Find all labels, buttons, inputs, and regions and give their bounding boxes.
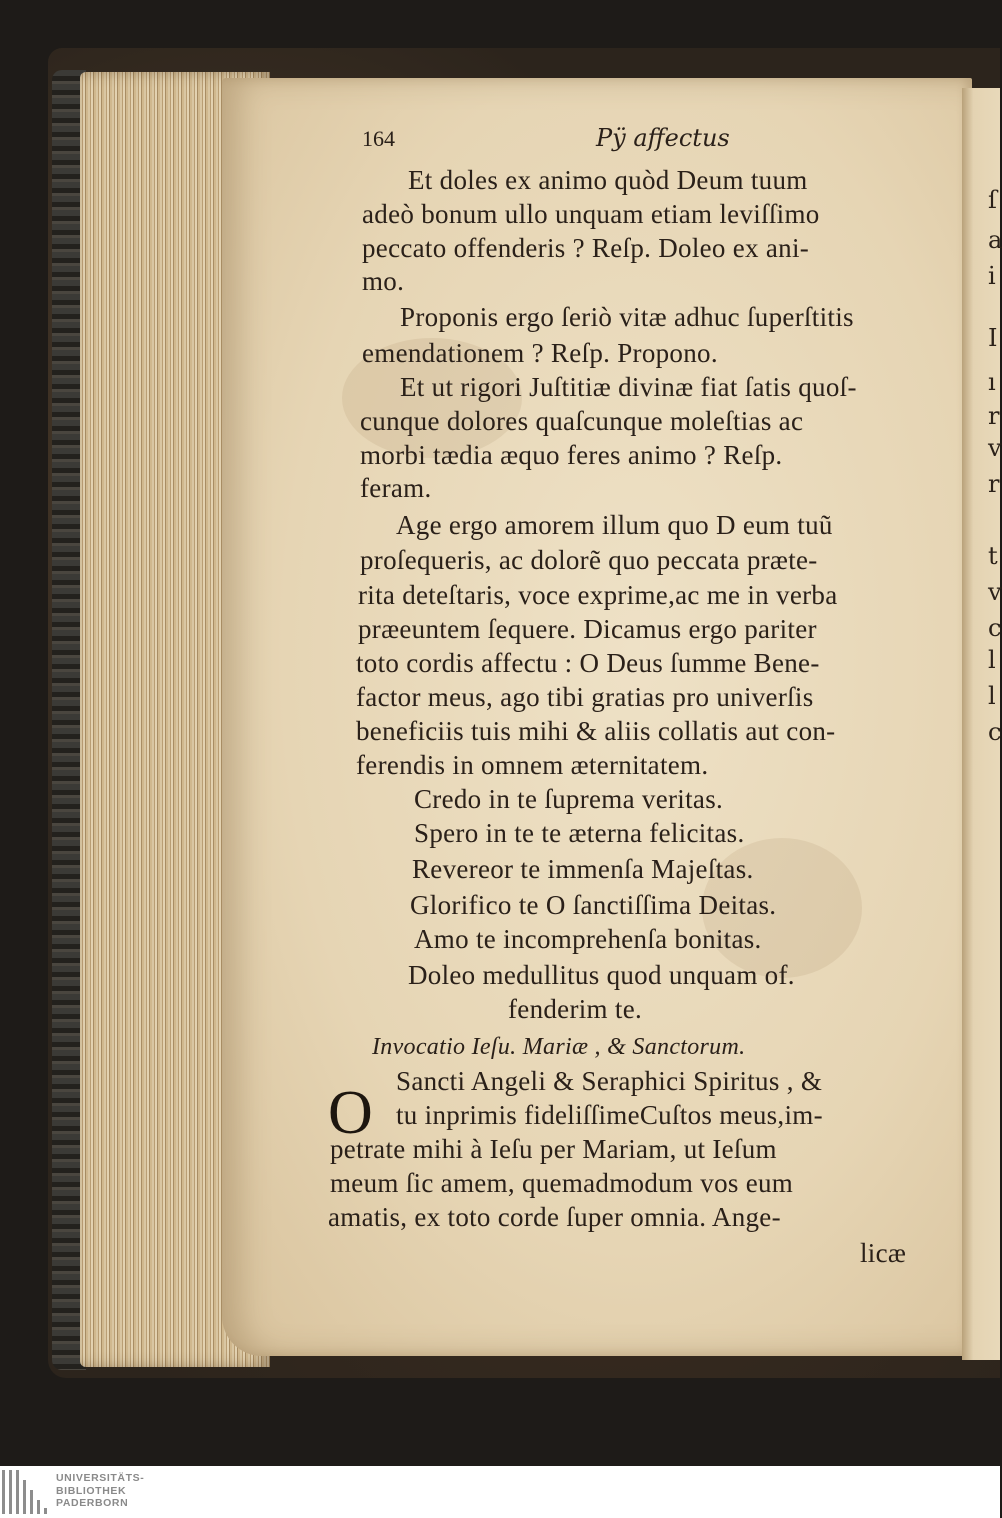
- verse-line: Spero in te te æterna felicitas.: [414, 818, 745, 848]
- library-logo-text: [56, 1472, 144, 1510]
- verse-line: fenderim te.: [508, 994, 643, 1024]
- text-line: Sancti Angeli & Seraphici Spiritus , &: [396, 1066, 823, 1096]
- page-number: 164: [362, 126, 395, 151]
- text-line: cunque dolores quaſcunque moleſtias ac: [360, 406, 804, 436]
- facing-page-letter: t: [988, 542, 998, 570]
- facing-page-letter: c: [988, 718, 1002, 746]
- text-line: ferendis in omnem æternitatem.: [356, 750, 709, 780]
- text-line: peccato offenderis ? Reſp. Doleo ex ani-: [362, 233, 810, 263]
- logo-line: BIBLIOTHEK: [56, 1484, 127, 1497]
- facing-page-letter: ſ: [988, 186, 997, 214]
- text-line: mo.: [362, 266, 405, 296]
- text-line: Proponis ergo ſeriò vitæ adhuc ſuperſtitis: [400, 302, 854, 332]
- facing-page-letter: l: [988, 682, 996, 710]
- facing-page-letter: ı: [988, 368, 996, 396]
- verse-line: Credo in te ſuprema veritas.: [414, 784, 724, 814]
- facing-page-letter: I: [988, 324, 998, 352]
- text-line: morbi tædia æquo feres animo ? Reſp.: [360, 440, 783, 470]
- facing-page-letter: c: [988, 614, 1002, 642]
- library-logo-icon: [2, 1470, 50, 1514]
- facing-page-letter: v: [988, 434, 1002, 462]
- text-line: beneficiis tuis mihi & aliis collatis aut con-: [356, 716, 836, 746]
- drop-cap: O: [328, 1079, 373, 1147]
- facing-page-letter: r: [988, 402, 1000, 430]
- verse-line: Doleo medullitus quod unquam of.: [408, 960, 795, 990]
- text-line: Et ut rigori Juſtitiæ divinæ fiat ſatis quoſ-: [400, 372, 857, 402]
- running-head: Pÿ affectus: [596, 124, 730, 152]
- text-line: adeò bonum ullo unquam etiam leviſſimo: [362, 199, 820, 229]
- text-line: proſequeris, ac dolorẽ quo peccata præte-: [360, 545, 818, 575]
- facing-page-letter: i: [988, 262, 996, 290]
- text-line: petrate mihi à Ieſu per Mariam, ut Ieſum: [330, 1134, 777, 1164]
- text-line: præeuntem ſequere. Dicamus ergo pariter: [358, 614, 817, 644]
- section-heading: Invocatio Ieſu. Mariæ , & Sanctorum.: [372, 1034, 746, 1060]
- facing-page-letter: r: [988, 470, 1000, 498]
- text-line: toto cordis affectu : O Deus ſumme Bene-: [356, 648, 820, 678]
- text-line: rita deteſtaris, voce exprime,ac me in verba: [358, 580, 838, 610]
- text-line: factor meus, ago tibi gratias pro univerſis: [356, 682, 814, 712]
- verse-line: Glorifico te O ſanctiſſima Deitas.: [410, 890, 777, 920]
- verse-line: Amo te incomprehenſa bonitas.: [414, 924, 762, 954]
- catchword: licæ: [860, 1238, 907, 1268]
- text-line: feram.: [360, 473, 432, 503]
- facing-page-letter: l: [988, 646, 996, 674]
- footer-bar: [0, 1466, 1000, 1518]
- logo-line: PADERBORN: [56, 1497, 129, 1509]
- facing-page-letter: a: [988, 226, 1002, 254]
- text-line: amatis, ex toto corde ſuper omnia. Ange-: [328, 1202, 781, 1232]
- text-line: Age ergo amorem illum quo D eum tuũ: [396, 510, 833, 540]
- text-line: Et doles ex animo quòd Deum tuum: [408, 165, 808, 195]
- facing-page-letter: v: [988, 578, 1002, 606]
- verse-line: Revereor te immenſa Majeſtas.: [412, 854, 754, 884]
- text-line: tu inprimis fideliſſimeCuſtos meus,im-: [396, 1100, 823, 1130]
- text-line: meum ſic amem, quemadmodum vos eum: [330, 1168, 794, 1198]
- logo-line: UNIVERSITÄTS-: [56, 1472, 145, 1484]
- text-line: emendationem ? Reſp. Propono.: [362, 338, 718, 368]
